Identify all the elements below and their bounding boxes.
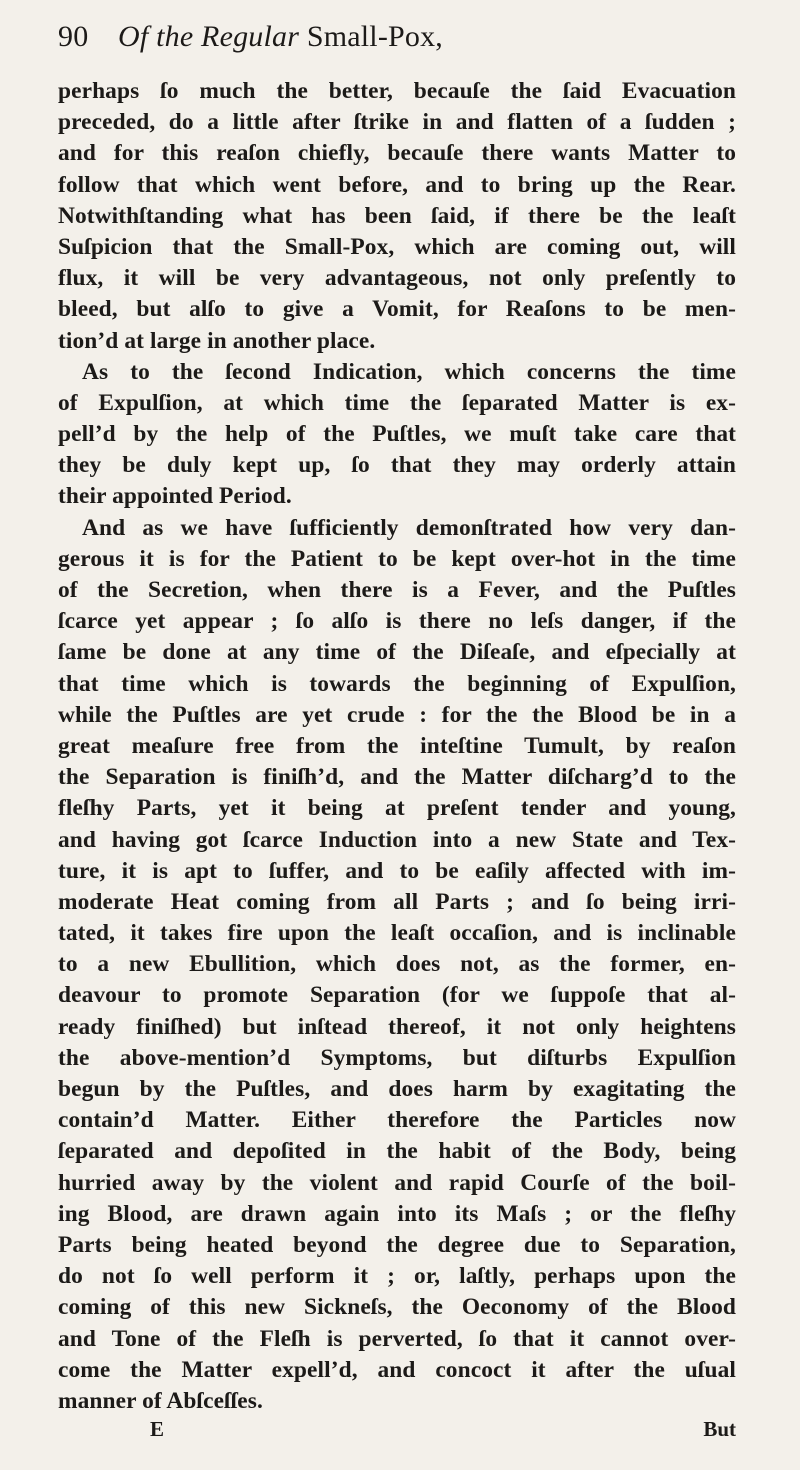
text-line: they be duly kept up, ſo that they may orderly attain (58, 452, 736, 479)
text-line: perhaps ſo much the better, becauſe the ſaid Evacuation (58, 78, 736, 104)
text-line: moderate Heat coming from all Parts ; and ſo being irri- (58, 888, 736, 915)
text-line: and Tone of the Fleſh is perverted, ſo that it cannot over- (58, 1325, 736, 1352)
text-line: do not ſo well perform it ; or, laſtly, perhaps upon the (58, 1263, 736, 1290)
text-line: ready finiſhed) but inſtead thereof, it not only heightens (58, 1013, 736, 1040)
text-line: ture, it is apt to ſuffer, and to be eaſily affected with im- (58, 857, 736, 884)
text-line: And as we have ſufficiently demonſtrated how very dan- (82, 514, 736, 541)
text-line: gerous it is for the Patient to be kept over-hot in the time (58, 545, 736, 572)
text-line: great meaſure free from the inteſtine Tumult, by reaſon (58, 732, 736, 759)
text-line: coming of this new Sickneſs, the Oeconomy of the Blood (58, 1294, 736, 1321)
text-line: ing Blood, are drawn again into its Maſs ; or the fleſhy (58, 1200, 736, 1227)
text-line: and having got ſcarce Induction into a new State and Tex- (58, 826, 736, 853)
text-line: tated, it takes fire upon the leaſt occaſion, and is inclinable (58, 920, 736, 947)
text-line: to a new Ebullition, which does not, as the former, en- (58, 951, 736, 978)
text-line: begun by the Puſtles, and does harm by exagitating the (58, 1076, 736, 1102)
page-header (58, 20, 736, 74)
running-head (118, 20, 443, 54)
text-line: hurried away by the violent and rapid Courſe of the boil- (58, 1169, 736, 1196)
running-head-roman: Small-Pox, (306, 20, 443, 53)
text-line: manner of Abſceſſes. (58, 1387, 263, 1414)
text-line: ſcarce yet appear ; ſo alſo is there no leſs danger, if the (58, 608, 736, 635)
text-line: fleſhy Parts, yet it being at preſent tender and young, (58, 795, 736, 822)
text-line: Suſpicion that the Small-Pox, which are coming out, will (58, 233, 736, 260)
text-line: and for this reaſon chiefly, becauſe there wants Matter to (58, 140, 736, 167)
text-line: ſeparated and depoſited in the habit of the Body, being (58, 1138, 736, 1165)
text-line: ſame be done at any time of the Diſeaſe, and eſpecially at (58, 639, 736, 666)
text-line: preceded, do a little after ſtrike in and flatten of a ſudden ; (58, 109, 736, 136)
text-line: their appointed Period. (58, 483, 292, 510)
catchword: But (703, 1417, 736, 1442)
text-line: come the Matter expell’d, and concoct it after the uſual (58, 1356, 736, 1383)
running-head-italic: Of the Regular (118, 20, 300, 53)
page-number: 90 (58, 20, 89, 53)
text-line: Notwithſtanding what has been ſaid, if there be the leaſt (58, 202, 736, 229)
text-line: the Separation is finiſh’d, and the Matter diſcharg’d to the (58, 764, 736, 791)
text-line: while the Puſtles are yet crude : for the the Blood be in a (58, 701, 736, 728)
text-line: tion’d at large in another place. (58, 327, 376, 354)
text-line: As to the ſecond Indication, which concerns the time (82, 358, 736, 385)
text-line: contain’d Matter. Either therefore the Particles now (58, 1107, 736, 1134)
text-line: deavour to promote Separation (for we ſuppoſe that al- (58, 982, 736, 1009)
text-line: follow that which went before, and to bring up the Rear. (58, 171, 736, 198)
text-line: that time which is towards the beginning of Expulſion, (58, 670, 736, 697)
signature-mark: E (150, 1417, 165, 1442)
body-text (58, 76, 736, 1417)
text-line: Parts being heated beyond the degree due to Separation, (58, 1231, 736, 1258)
text-line: flux, it will be very advantageous, not only preſently to (58, 265, 736, 292)
text-line: bleed, but alſo to give a Vomit, for Reaſons to be men- (58, 296, 736, 323)
text-line: of Expulſion, at which time the ſeparated Matter is ex- (58, 389, 736, 416)
text-line: of the Secretion, when there is a Fever, and the Puſtles (58, 577, 736, 603)
page-footer (58, 1417, 736, 1447)
text-line: pell’d by the help of the Puſtles, we muſt take care that (58, 421, 736, 448)
text-line: the above-mention’d Symptoms, but diſturbs Expulſion (58, 1044, 736, 1071)
